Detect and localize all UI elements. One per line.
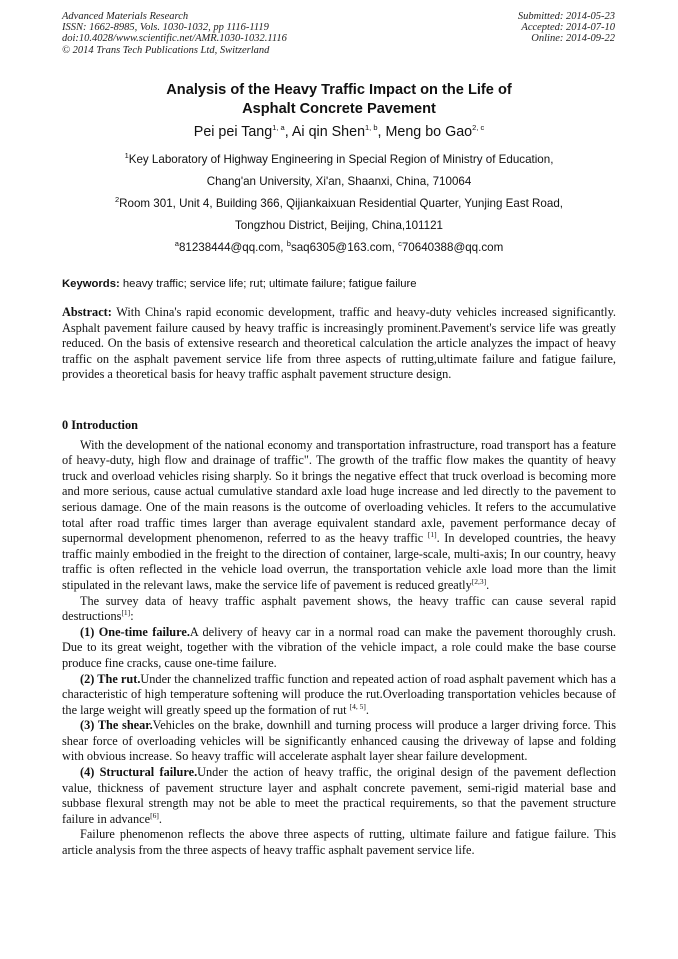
email-link: 70640388@qq.com xyxy=(401,241,504,254)
list-item: (3) The shear.Vehicles on the brake, downhill and turning process will produce a larger driving force. This shear force of overloading vehicles will be significantly enhanced causing the driveway of lapse and folding with obvious increase. So heavy traffic will accelerate asphalt layer shear failure development. xyxy=(62,718,616,764)
author-name: , Meng bo Gao xyxy=(377,124,473,140)
paragraph: With the development of the national economy and transportation infrastructure, road transport has a feature of heavy-duty, high flow and drainage of traffic". The growth of the traffic flow makes the quantity of heavy truck and overload vehicles rising sharply. So it brings the negative effect that truck overload is becoming more and more serious, cause actual cumulative standard axle load huge increase and led directly to the pavement to serious damage. One of the main reasons is the outcome of overloading vehicles. It refers to the accumulative total after road traffic times larger than average equivalent standard axle, pavement performance decay of supernormal development phenomenon, referred to as the heavy traffic [1]. In developed countries, the heavy traffic mainly embodied in the freight to the direction of container, large-scale, multi-axis; In our country, heavy traffic is often reflected in the vehicle load overrun, the transportation vehicle axle load more than the limit stipulated in the relevant laws, make the service life of pavement is reduced greatly[2,3]. xyxy=(62,437,616,592)
abstract-text: With China's rapid economic development, traffic and heavy-duty vehicles increased significantly. Asphalt pavement failure caused by heavy traffic is increasingly prominent.Pavement's service life was greatly reduced. On the basis of extensive research and theoretical calculation the article analyzes the impact of heavy traffic on the asphalt pavement service life from three aspects of rutting,ultimate failure and fatigue failure, provides a theoretical basis for heavy traffic asphalt pavement structure design. xyxy=(62,305,616,382)
journal-copyright: © 2014 Trans Tech Publications Ltd, Switzerland xyxy=(62,44,270,56)
abstract xyxy=(62,305,616,383)
author-name: Pei pei Tang xyxy=(193,124,273,140)
paragraph: Failure phenomenon reflects the above three aspects of rutting, ultimate failure and fatigue failure. This article analysis from the three aspects of heavy traffic asphalt pavement service life. xyxy=(62,827,616,858)
citation: [2,3] xyxy=(471,576,487,586)
list-item: (1) One-time failure.A delivery of heavy car in a normal road can make the pavement thoroughly crush. Due to its great weight, together with the vibration of the vehicle impact, a role could make the base course produce fine cracks, cause one-time failure. xyxy=(62,624,616,670)
journal-name: Advanced Materials Research xyxy=(62,11,189,22)
citation: [4, 5] xyxy=(349,701,366,711)
journal-doi: doi:10.4028/www.scientific.net/AMR.1030-1032.1116 xyxy=(62,33,287,45)
keywords xyxy=(62,278,417,290)
affiliation-1: $^1$Key Laboratory of Highway Engineering in Special Region of Ministry of Education, Chang'an University, Xi'an, Shaanxi, China, 710064 xyxy=(124,151,554,188)
author-emails: $^a$81238444@qq.com, $^b$saq6305@163.com, $^c$70640388@qq.com xyxy=(174,239,504,254)
author-list: Pei pei Tang$^{1, a}$, Ai qin Shen$^{1, b}$, Meng bo Gao$^{2, c}$ xyxy=(193,123,485,140)
section-heading: 0 Introduction xyxy=(62,418,138,432)
journal-issn: ISSN: 1662-8985, Vols. 1030-1032, pp 1116-1119 xyxy=(62,22,269,34)
author-name: , Ai qin Shen xyxy=(284,124,366,140)
introduction-section xyxy=(62,418,616,859)
affiliation-2: $^2$Room 301, Unit 4, Building 366, Qijiankaixuan Residential Quarter, Yunjing East Road, Tongzhou District, Beijing, China,101121 xyxy=(114,195,563,232)
abstract-label: Abstract: xyxy=(62,305,112,319)
paragraph: The survey data of heavy traffic asphalt pavement shows, the heavy traffic can cause several rapid destructions[1]: xyxy=(62,593,616,624)
citation: [1] xyxy=(427,530,437,540)
online-date: Online: 2014-09-22 xyxy=(531,33,615,45)
article-dates xyxy=(518,11,615,45)
email-link: saq6305@163.com, xyxy=(290,241,399,254)
email-link: 81238444@qq.com, xyxy=(178,241,287,254)
keywords-text: heavy traffic; service life; rut; ultimate failure; fatigue failure xyxy=(119,278,417,290)
list-item: (2) The rut.Under the channelized traffic function and repeated action of road asphalt pavement which has a characteristic of high temperature softening will produce the rut.Overloading transportation vehicles because of the large weight will greatly speed up the formation of rut [4, 5]. xyxy=(62,671,616,717)
citation: [6] xyxy=(150,810,159,820)
paper-title: Analysis of the Heavy Traffic Impact on the Life of Asphalt Concrete Pavement xyxy=(166,82,512,117)
citation: [1] xyxy=(121,608,131,618)
keywords-label: Keywords: xyxy=(62,278,120,290)
accepted-date: Accepted: 2014-07-10 xyxy=(521,22,615,34)
list-item: (4) Structural failure.Under the action of heavy traffic, the original design of the pavement deflection value, thickness of pavement structure layer and asphalt concrete pavement, semi-rigid material base and subbase flexural strength may not be able to meet the practical requirements, so that the pavement structure failure in advance[6]. xyxy=(62,765,616,826)
journal-info xyxy=(62,11,287,56)
submitted-date: Submitted: 2014-05-23 xyxy=(517,11,615,22)
